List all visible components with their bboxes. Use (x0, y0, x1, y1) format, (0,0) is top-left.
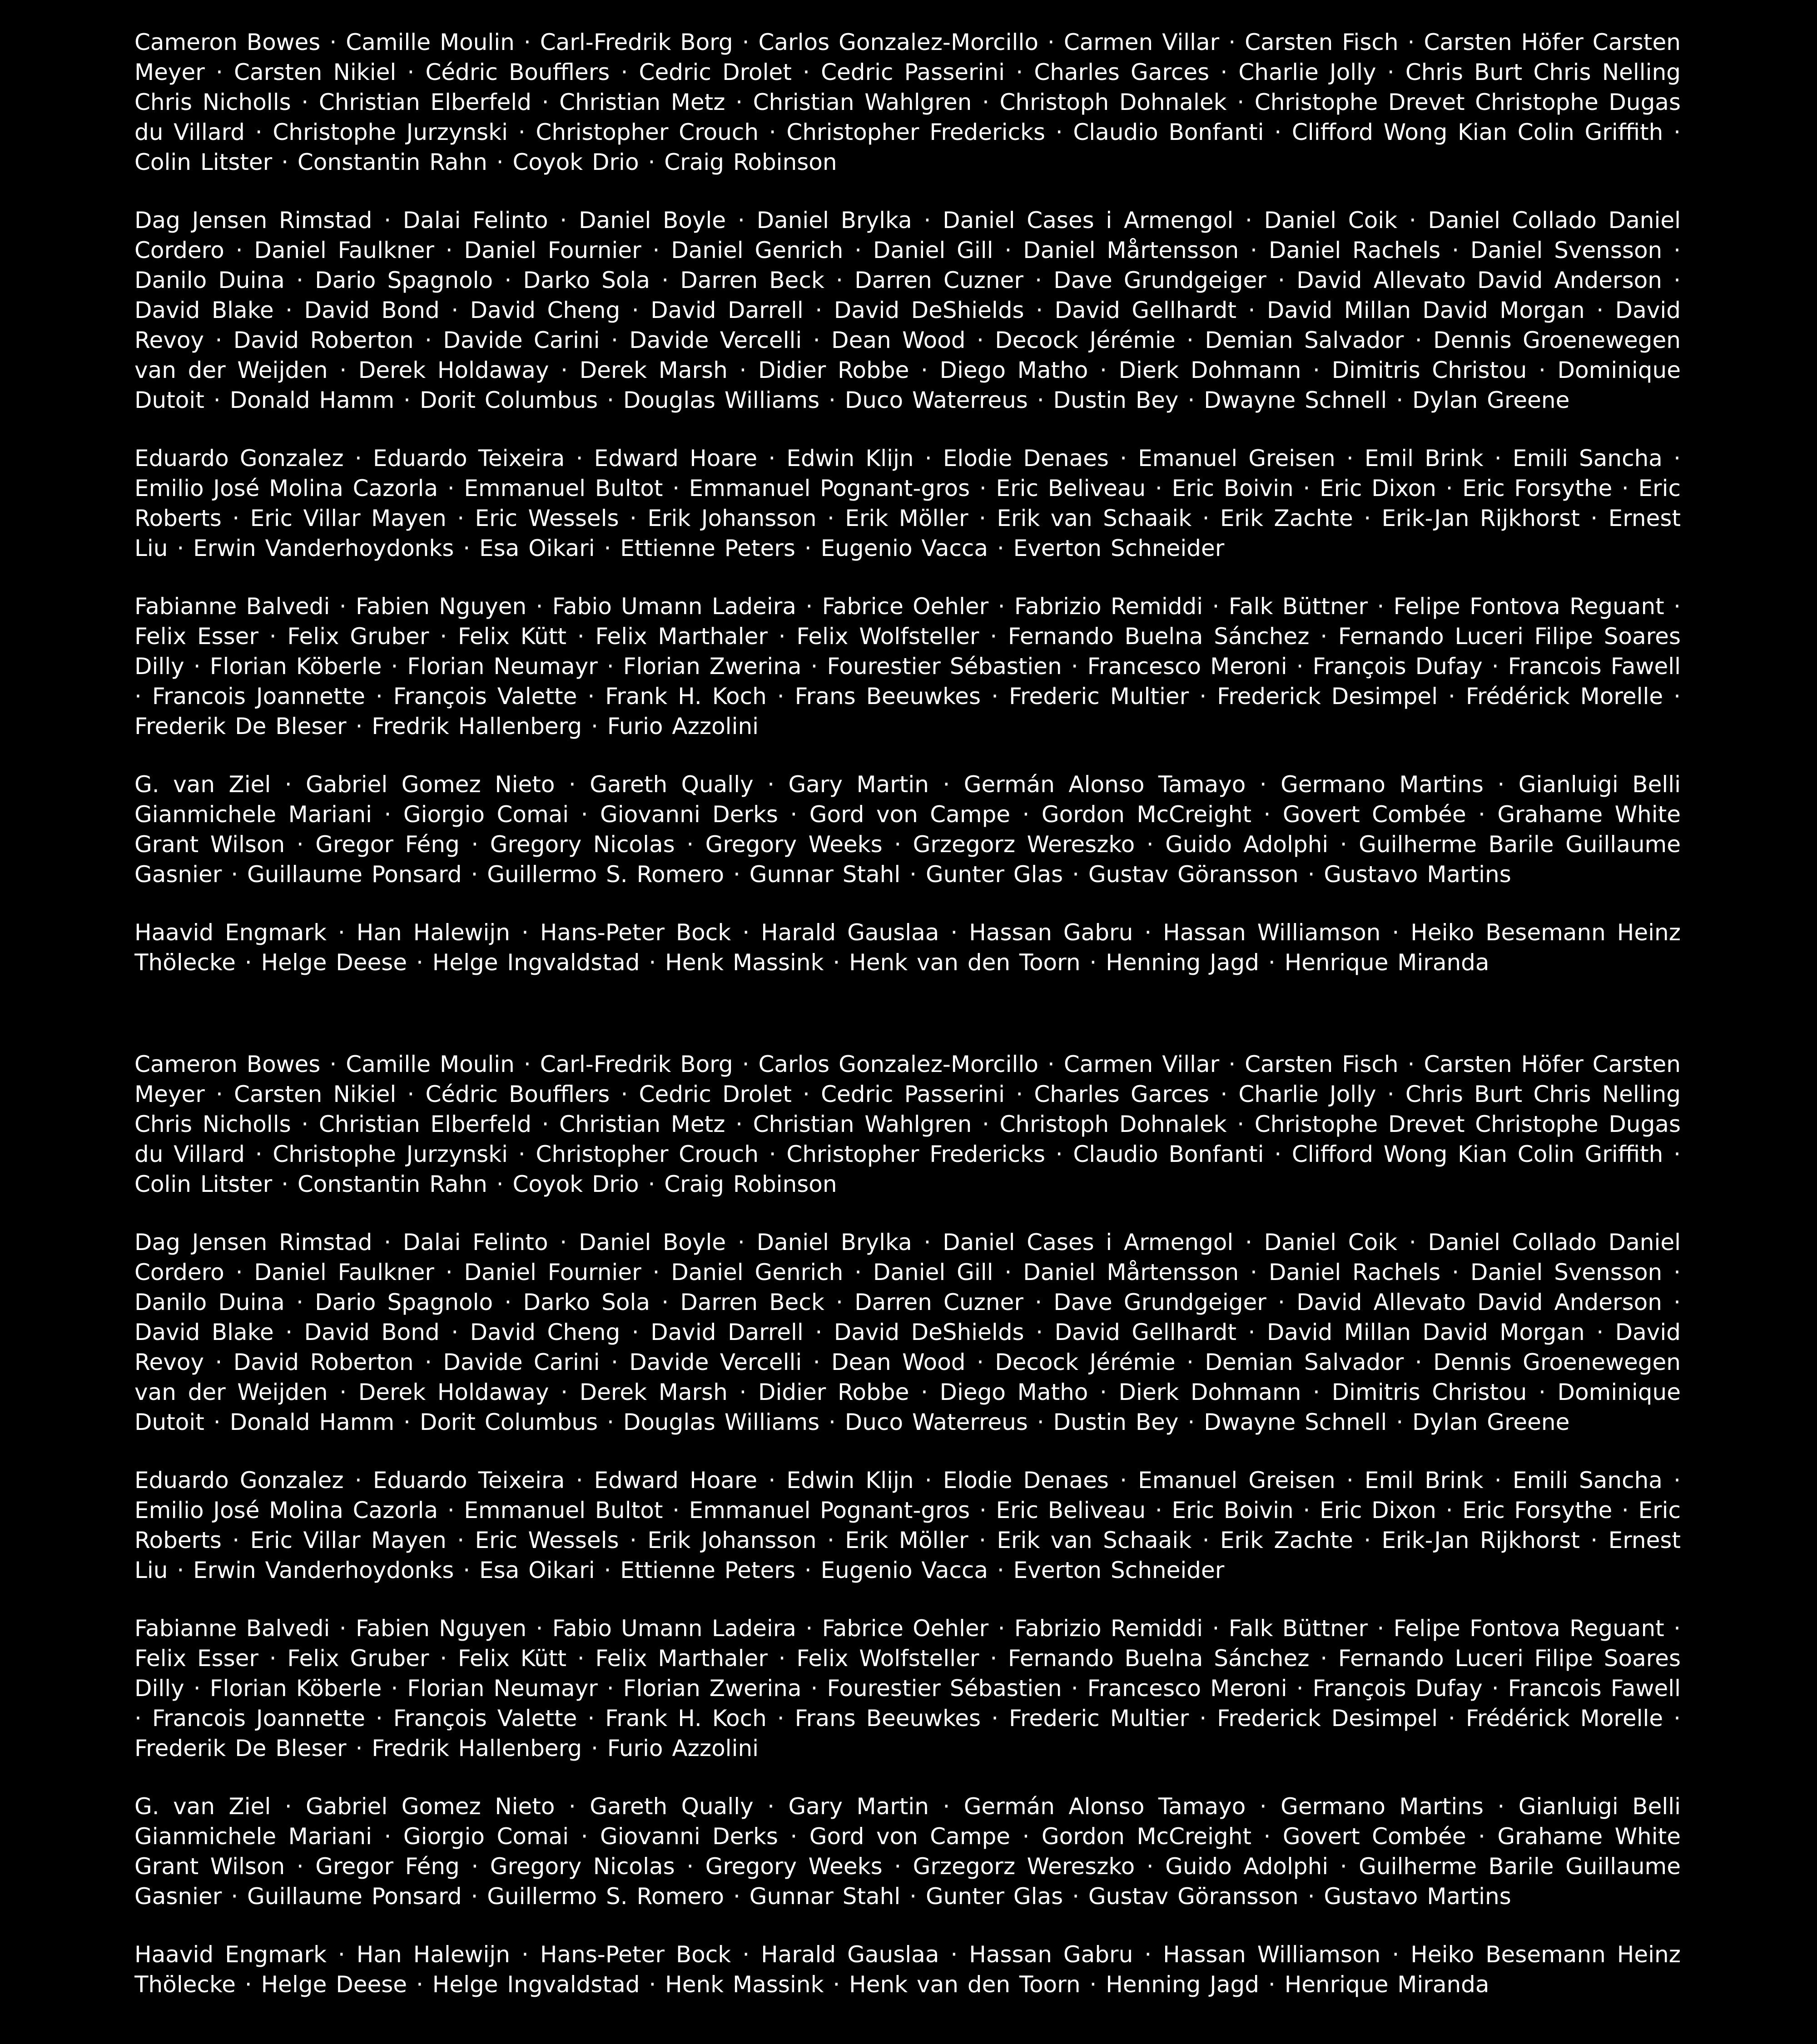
credits-list (134, 27, 1681, 977)
credits-paragraph-d: Dag Jensen Rimstad · Dalai Felinto · Daniel Boyle · Daniel Brylka · Daniel Cases i Armengol · Daniel Coik · Daniel Collado Daniel Cordero · Daniel Faulkner · Daniel Fournier · Daniel Genrich · Daniel Gill · Daniel Mårtensson · Daniel Rachels · Daniel Svensson · Danilo Duina · Dario Spagnolo · Darko Sola · Darren Beck · Darren Cuzner · Dave Grundgeiger · David Allevato David Anderson · David Blake · David Bond · David Cheng · David Darrell · David DeShields · David Gellhardt · David Millan David Morgan · David Revoy · David Roberton · Davide Carini · Davide Vercelli · Dean Wood · Decock Jérémie · Demian Salvador · Dennis Groenewegen van der Weijden · Derek Holdaway · Derek Marsh · Didier Robbe · Diego Matho · Dierk Dohmann · Dimitris Christou · Dominique Dutoit · Donald Hamm · Dorit Columbus · Douglas Williams · Duco Waterreus · Dustin Bey · Dwayne Schnell · Dylan Greene (134, 207, 1681, 413)
credits-paragraph-d: Dag Jensen Rimstad · Dalai Felinto · Daniel Boyle · Daniel Brylka · Daniel Cases i Armengol · Daniel Coik · Daniel Collado Daniel Cordero · Daniel Faulkner · Daniel Fournier · Daniel Genrich · Daniel Gill · Daniel Mårtensson · Daniel Rachels · Daniel Svensson · Danilo Duina · Dario Spagnolo · Darko Sola · Darren Beck · Darren Cuzner · Dave Grundgeiger · David Allevato David Anderson · David Blake · David Bond · David Cheng · David Darrell · David DeShields · David Gellhardt · David Millan David Morgan · David Revoy · David Roberton · Davide Carini · Davide Vercelli · Dean Wood · Decock Jérémie · Demian Salvador · Dennis Groenewegen van der Weijden · Derek Holdaway · Derek Marsh · Didier Robbe · Diego Matho · Dierk Dohmann · Dimitris Christou · Dominique Dutoit · Donald Hamm · Dorit Columbus · Douglas Williams · Duco Waterreus · Dustin Bey · Dwayne Schnell · Dylan Greene (134, 1229, 1681, 1435)
credits-paragraph-f: Fabianne Balvedi · Fabien Nguyen · Fabio Umann Ladeira · Fabrice Oehler · Fabrizio Remiddi · Falk Büttner · Felipe Fontova Reguant · Felix Esser · Felix Gruber · Felix Kütt · Felix Marthaler · Felix Wolfsteller · Fernando Buelna Sánchez · Fernando Luceri Filipe Soares Dilly · Florian Köberle · Florian Neumayr · Florian Zwerina · Fourestier Sébastien · Francesco Meroni · François Dufay · Francois Fawell · Francois Joannette · François Valette · Frank H. Koch · Frans Beeuwkes · Frederic Multier · Frederick Desimpel · Frédérick Morelle · Frederik De Bleser · Fredrik Hallenberg · Furio Azzolini (134, 593, 1681, 739)
credits-paragraph-h: Haavid Engmark · Han Halewijn · Hans-Peter Bock · Harald Gauslaa · Hassan Gabru · Hassan Williamson · Heiko Besemann Heinz Thölecke · Helge Deese · Helge Ingvaldstad · Henk Massink · Henk van den Toorn · Henning Jagd · Henrique Miranda (134, 1941, 1681, 1998)
credits-paragraph-e: Eduardo Gonzalez · Eduardo Teixeira · Edward Hoare · Edwin Klijn · Elodie Denaes · Emanuel Greisen · Emil Brink · Emili Sancha · Emilio José Molina Cazorla · Emmanuel Bultot · Emmanuel Pognant-gros · Eric Beliveau · Eric Boivin · Eric Dixon · Eric Forsythe · Eric Roberts · Eric Villar Mayen · Eric Wessels · Erik Johansson · Erik Möller · Erik van Schaaik · Erik Zachte · Erik-Jan Rijkhorst · Ernest Liu · Erwin Vanderhoydonks · Esa Oikari · Ettienne Peters · Eugenio Vacca · Everton Schneider (134, 445, 1681, 561)
credits-scroll-area[interactable] (134, 27, 1681, 1020)
credits-scroll-area[interactable] (134, 1049, 1681, 2042)
credits-paragraph-g: G. van Ziel · Gabriel Gomez Nieto · Gareth Qually · Gary Martin · Germán Alonso Tamayo · Germano Martins · Gianluigi Belli Gianmichele Mariani · Giorgio Comai · Giovanni Derks · Gord von Campe · Gordon McCreight · Govert Combée · Grahame White Grant Wilson · Gregor Féng · Gregory Nicolas · Gregory Weeks · Grzegorz Wereszko · Guido Adolphi · Guilherme Barile Guillaume Gasnier · Guillaume Ponsard · Guillermo S. Romero · Gunnar Stahl · Gunter Glas · Gustav Göransson · Gustavo Martins (134, 771, 1681, 888)
credits-paragraph-e: Eduardo Gonzalez · Eduardo Teixeira · Edward Hoare · Edwin Klijn · Elodie Denaes · Emanuel Greisen · Emil Brink · Emili Sancha · Emilio José Molina Cazorla · Emmanuel Bultot · Emmanuel Pognant-gros · Eric Beliveau · Eric Boivin · Eric Dixon · Eric Forsythe · Eric Roberts · Eric Villar Mayen · Eric Wessels · Erik Johansson · Erik Möller · Erik van Schaaik · Erik Zachte · Erik-Jan Rijkhorst · Ernest Liu · Erwin Vanderhoydonks · Esa Oikari · Ettienne Peters · Eugenio Vacca · Everton Schneider (134, 1467, 1681, 1583)
credits-paragraph-f: Fabianne Balvedi · Fabien Nguyen · Fabio Umann Ladeira · Fabrice Oehler · Fabrizio Remiddi · Falk Büttner · Felipe Fontova Reguant · Felix Esser · Felix Gruber · Felix Kütt · Felix Marthaler · Felix Wolfsteller · Fernando Buelna Sánchez · Fernando Luceri Filipe Soares Dilly · Florian Köberle · Florian Neumayr · Florian Zwerina · Fourestier Sébastien · Francesco Meroni · François Dufay · Francois Fawell · Francois Joannette · François Valette · Frank H. Koch · Frans Beeuwkes · Frederic Multier · Frederick Desimpel · Frédérick Morelle · Frederik De Bleser · Fredrik Hallenberg · Furio Azzolini (134, 1615, 1681, 1761)
credits-paragraph-g: G. van Ziel · Gabriel Gomez Nieto · Gareth Qually · Gary Martin · Germán Alonso Tamayo · Germano Martins · Gianluigi Belli Gianmichele Mariani · Giorgio Comai · Giovanni Derks · Gord von Campe · Gordon McCreight · Govert Combée · Grahame White Grant Wilson · Gregor Féng · Gregory Nicolas · Gregory Weeks · Grzegorz Wereszko · Guido Adolphi · Guilherme Barile Guillaume Gasnier · Guillaume Ponsard · Guillermo S. Romero · Gunnar Stahl · Gunter Glas · Gustav Göransson · Gustavo Martins (134, 1793, 1681, 1910)
credits-paragraph-c: Cameron Bowes · Camille Moulin · Carl-Fredrik Borg · Carlos Gonzalez-Morcillo · Carmen Villar · Carsten Fisch · Carsten Höfer Carsten Meyer · Carsten Nikiel · Cédric Boufflers · Cedric Drolet · Cedric Passerini · Charles Garces · Charlie Jolly · Chris Burt Chris Nelling Chris Nicholls · Christian Elberfeld · Christian Metz · Christian Wahlgren · Christoph Dohnalek · Christophe Drevet Christophe Dugas du Villard · Christophe Jurzynski · Christopher Crouch · Christopher Fredericks · Claudio Bonfanti · Clifford Wong Kian Colin Griffith · Colin Litster · Constantin Rahn · Coyok Drio · Craig Robinson (134, 29, 1681, 175)
credits-panel-bottom (0, 1022, 1817, 2044)
credits-list (134, 1049, 1681, 1999)
credits-paragraph-c: Cameron Bowes · Camille Moulin · Carl-Fredrik Borg · Carlos Gonzalez-Morcillo · Carmen Villar · Carsten Fisch · Carsten Höfer Carsten Meyer · Carsten Nikiel · Cédric Boufflers · Cedric Drolet · Cedric Passerini · Charles Garces · Charlie Jolly · Chris Burt Chris Nelling Chris Nicholls · Christian Elberfeld · Christian Metz · Christian Wahlgren · Christoph Dohnalek · Christophe Drevet Christophe Dugas du Villard · Christophe Jurzynski · Christopher Crouch · Christopher Fredericks · Claudio Bonfanti · Clifford Wong Kian Colin Griffith · Colin Litster · Constantin Rahn · Coyok Drio · Craig Robinson (134, 1051, 1681, 1197)
credits-paragraph-h: Haavid Engmark · Han Halewijn · Hans-Peter Bock · Harald Gauslaa · Hassan Gabru · Hassan Williamson · Heiko Besemann Heinz Thölecke · Helge Deese · Helge Ingvaldstad · Henk Massink · Henk van den Toorn · Henning Jagd · Henrique Miranda (134, 919, 1681, 976)
